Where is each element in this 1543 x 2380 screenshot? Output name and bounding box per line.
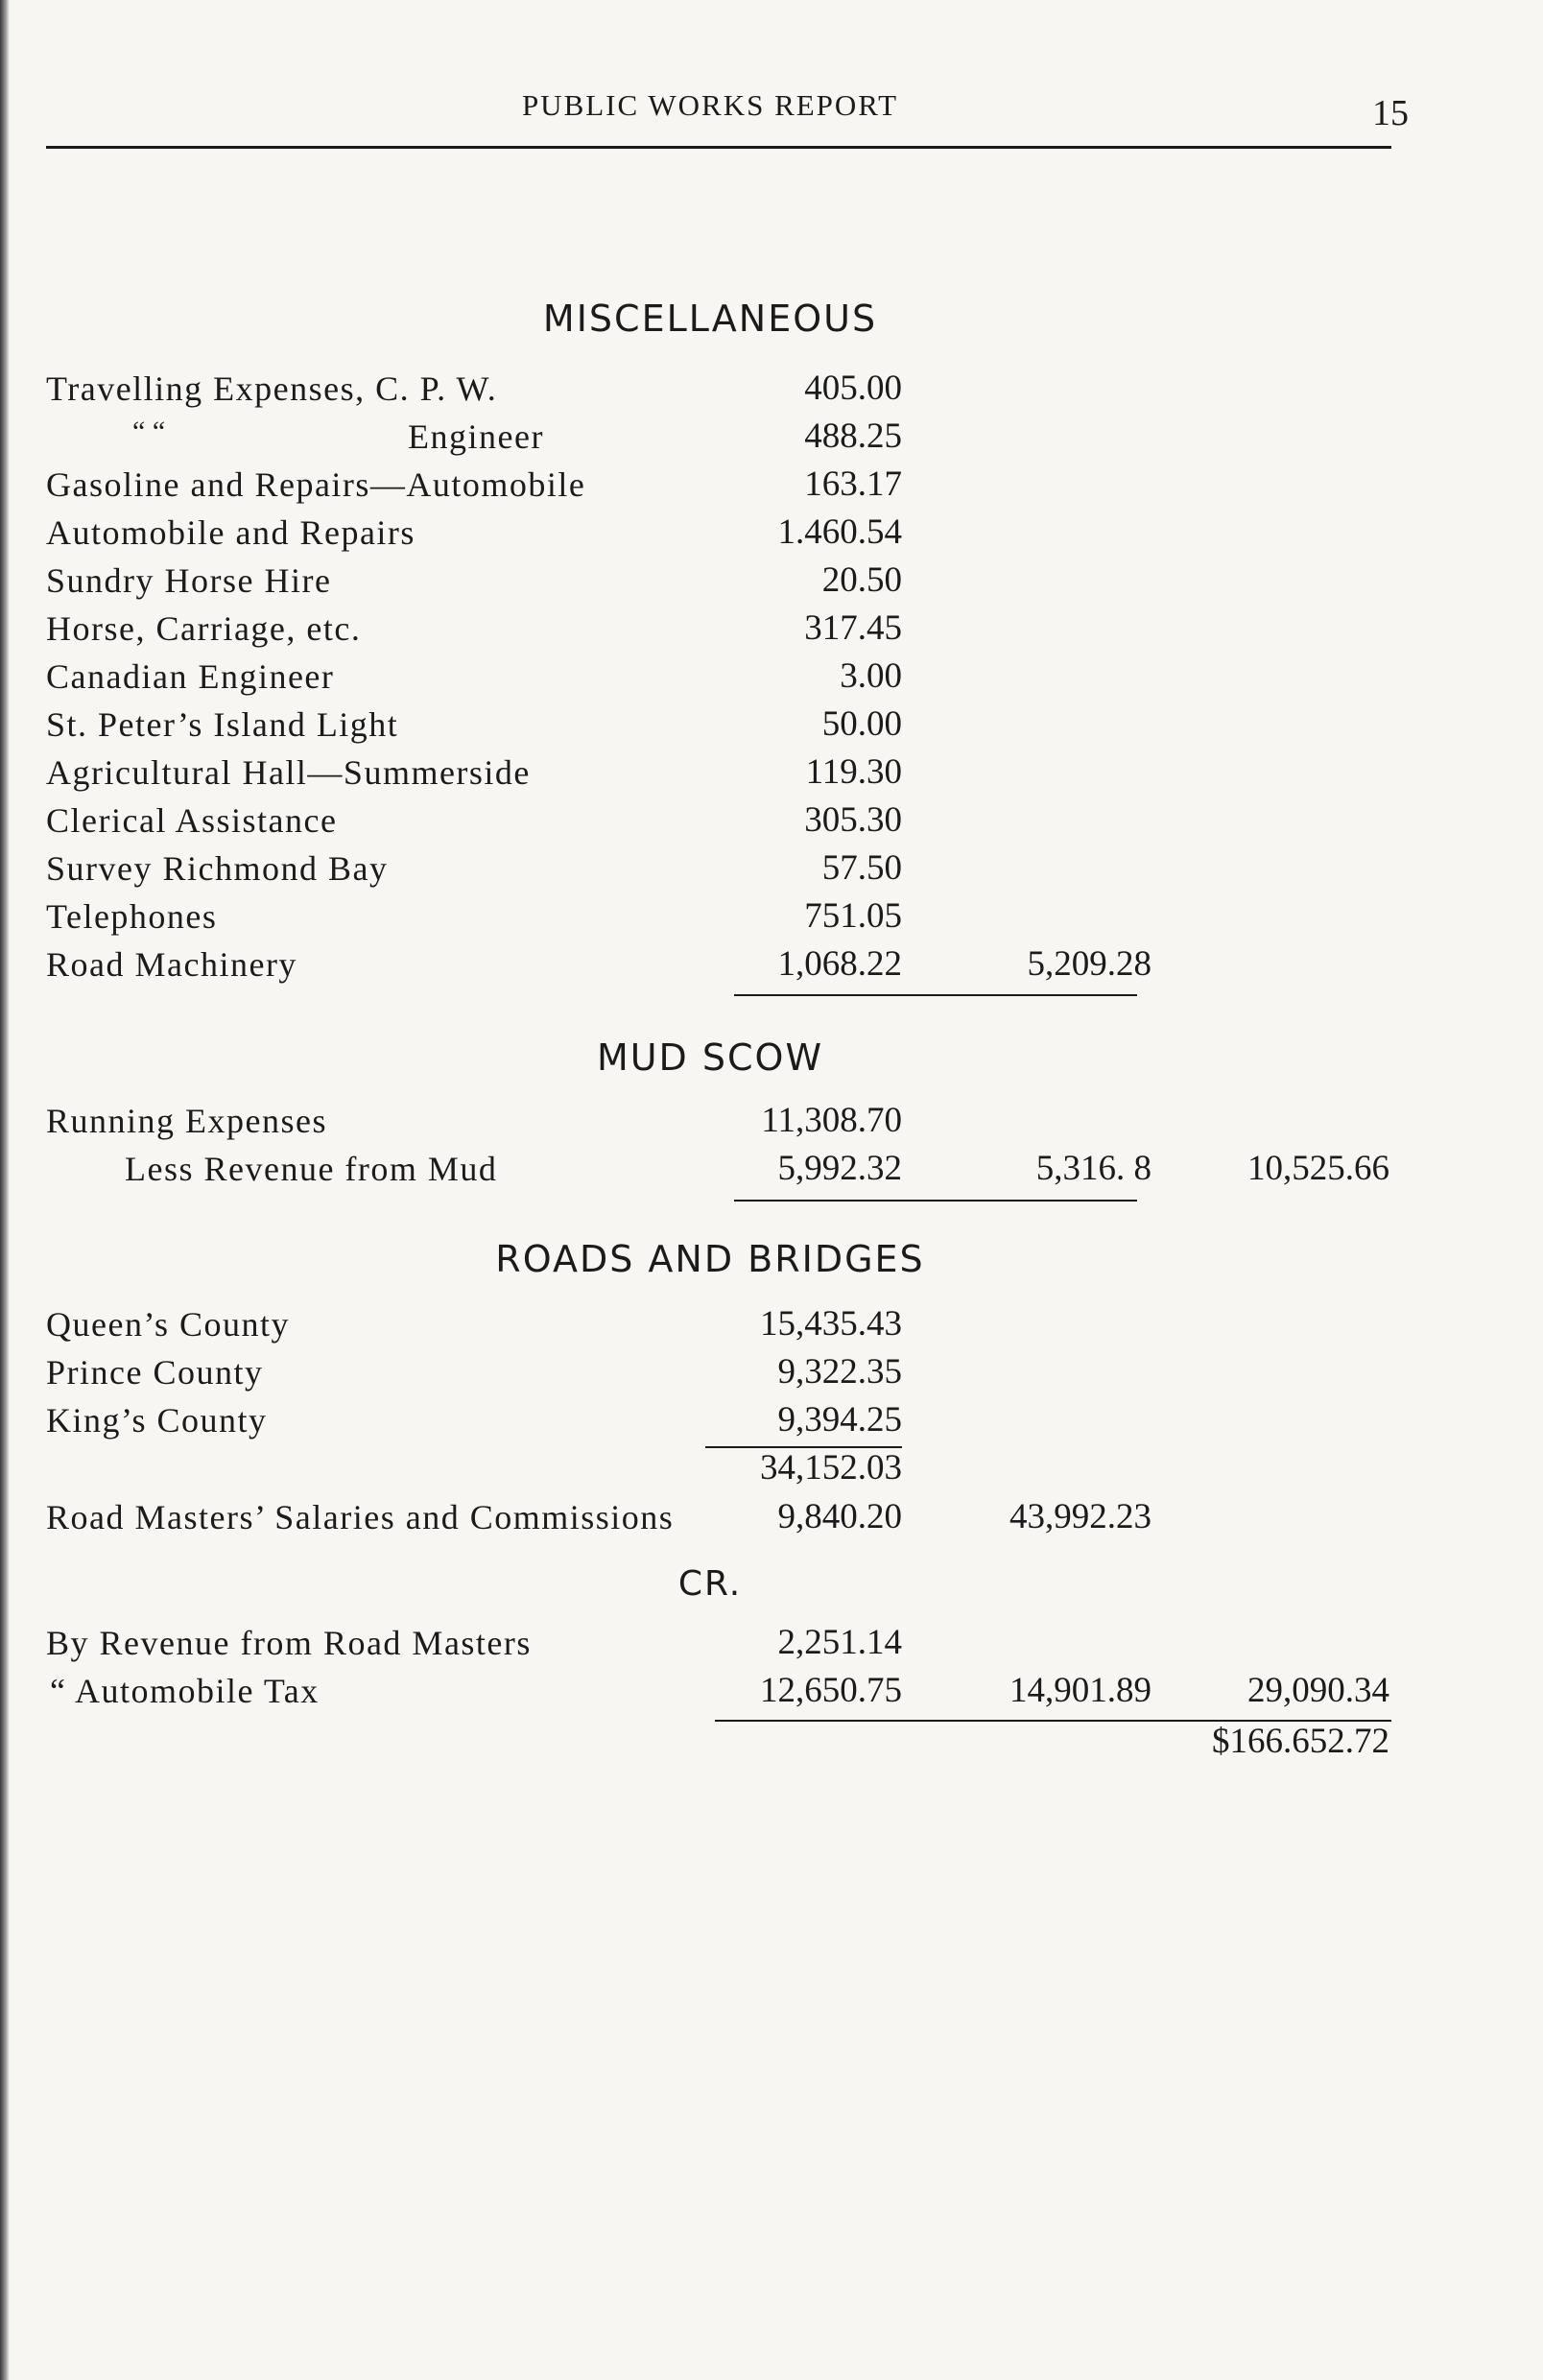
item-amount: 751.05: [804, 896, 902, 936]
table-row: [0, 1667, 1543, 1715]
item-label: Agricultural Hall—Summerside: [46, 753, 531, 792]
section-subtotal: 5,316. 8: [1035, 1149, 1151, 1188]
grand-total: $166.652.72: [1212, 1722, 1389, 1761]
credit-heading: CR.: [677, 1564, 743, 1604]
item-amount: 3.00: [840, 656, 902, 696]
item-label: Canadian Engineer: [46, 657, 335, 696]
table-row: [0, 1396, 1543, 1444]
item-amount: 9,322.35: [777, 1352, 902, 1392]
item-amount: 305.30: [804, 800, 902, 840]
item-amount: 5,992.32: [777, 1149, 902, 1188]
table-row: [0, 365, 1543, 413]
table-row: [0, 749, 1543, 797]
item-amount: 9,394.25: [777, 1400, 902, 1440]
item-amount: 119.30: [805, 752, 902, 792]
table-row: [0, 892, 1543, 940]
item-label: Telephones: [46, 897, 218, 936]
section-subtotal: 14,901.89: [1009, 1671, 1151, 1710]
item-label: St. Peter’s Island Light: [46, 705, 399, 744]
item-label: By Revenue from Road Masters: [46, 1624, 532, 1662]
item-label: King’s County: [46, 1401, 268, 1440]
item-amount: 11,308.70: [761, 1101, 902, 1140]
table-row: [0, 845, 1543, 892]
item-label: Sundry Horse Hire: [46, 561, 332, 600]
item-label: Automobile and Repairs: [46, 513, 415, 552]
table-row: [0, 1619, 1543, 1667]
table-row: [0, 1444, 1543, 1492]
table-row: [0, 509, 1543, 557]
table-row: [0, 605, 1543, 653]
item-amount: 1,068.22: [777, 944, 902, 984]
section-total: 10,525.66: [1247, 1149, 1389, 1188]
running-header-title: PUBLIC WORKS REPORT: [521, 88, 899, 122]
item-amount: 317.45: [804, 608, 902, 648]
item-label: Clerical Assistance: [46, 801, 338, 840]
item-amount: 488.25: [804, 416, 902, 456]
table-row: [0, 653, 1543, 701]
item-label: Engineer: [408, 417, 544, 456]
item-amount: 20.50: [821, 560, 902, 600]
item-label: Prince County: [46, 1353, 264, 1392]
mud-scow-heading: MUD SCOW: [596, 1036, 824, 1079]
table-row: [0, 1718, 1543, 1766]
table-row: [0, 1493, 1543, 1541]
item-label: Horse, Carriage, etc.: [46, 609, 362, 648]
table-row: [0, 701, 1543, 749]
item-label: Gasoline and Repairs—Automobile: [46, 465, 586, 504]
item-label: Travelling Expenses, C. P. W.: [46, 369, 498, 408]
item-amount: 12,650.75: [760, 1671, 902, 1710]
miscellaneous-heading: MISCELLANEOUS: [542, 298, 878, 340]
counties-sum: 34,152.03: [760, 1448, 902, 1488]
item-amount: 57.50: [821, 848, 902, 888]
table-row: [0, 940, 1543, 988]
page-number: 15: [1372, 93, 1409, 133]
item-amount: 9,840.20: [777, 1497, 902, 1536]
header-rule: [46, 146, 1391, 149]
item-label: Less Revenue from Mud: [125, 1150, 498, 1188]
item-label: Survey Richmond Bay: [46, 849, 389, 888]
section-subtotal: 43,992.23: [1009, 1497, 1151, 1536]
item-amount: 50.00: [821, 704, 902, 744]
item-amount: 163.17: [804, 464, 902, 504]
item-label: Queen’s County: [46, 1305, 290, 1344]
item-label: Road Masters’ Salaries and Commissions: [46, 1498, 675, 1536]
roads-bridges-heading: ROADS AND BRIDGES: [495, 1238, 925, 1280]
ditto-marks: “ “: [132, 416, 166, 447]
table-row: [0, 1145, 1543, 1193]
total-rule: [734, 1200, 1137, 1202]
table-row: [0, 557, 1543, 605]
item-amount: 1.460.54: [777, 512, 902, 552]
item-amount: 405.00: [804, 369, 902, 408]
table-row: [0, 1097, 1543, 1145]
item-label: Running Expenses: [46, 1102, 327, 1140]
table-row: [0, 1348, 1543, 1396]
table-row: [0, 413, 1543, 461]
table-row: [0, 797, 1543, 845]
section-total: 29,090.34: [1247, 1671, 1389, 1710]
item-label: “ Automobile Tax: [50, 1672, 320, 1710]
total-rule: [734, 994, 1137, 996]
item-amount: 15,435.43: [760, 1304, 902, 1344]
section-subtotal: 5,209.28: [1027, 944, 1151, 984]
item-label: Road Machinery: [46, 945, 297, 984]
item-amount: 2,251.14: [777, 1623, 902, 1662]
table-row: [0, 461, 1543, 509]
table-row: [0, 1300, 1543, 1348]
